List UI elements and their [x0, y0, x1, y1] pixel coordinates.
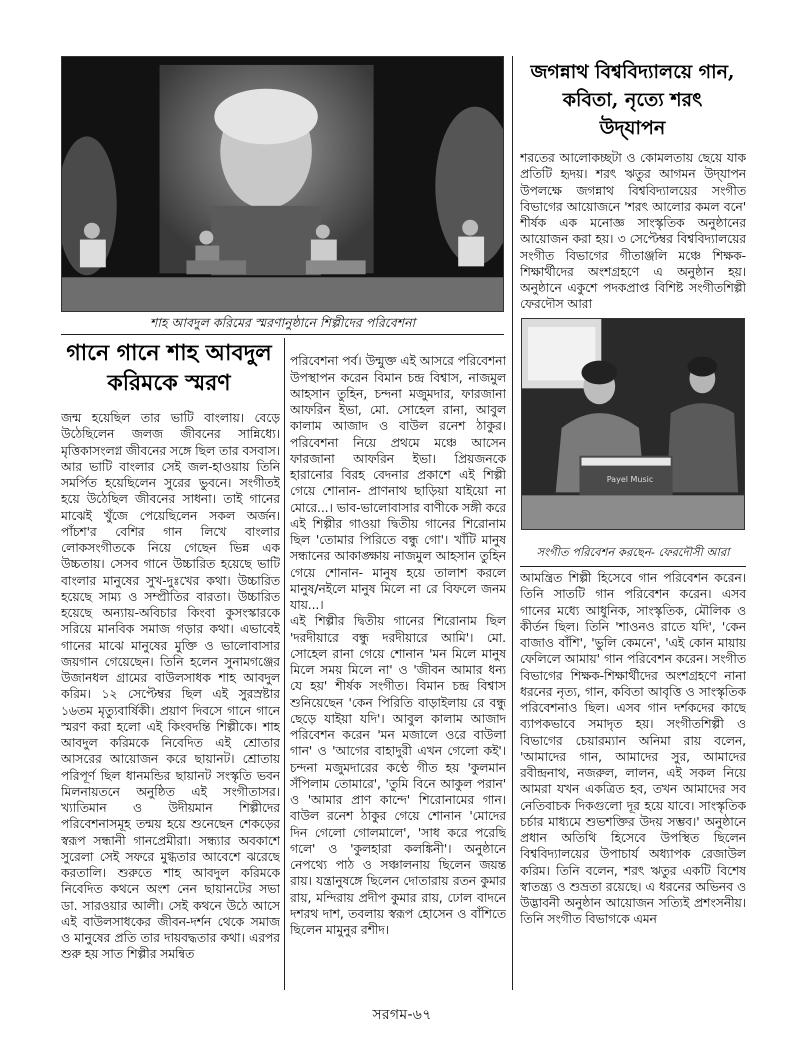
column-divider-2: [512, 56, 513, 990]
right-article-intro: [520, 150, 746, 314]
column-divider-1: [284, 338, 285, 990]
top-photo-caption: শাহ আবদুল করিমের স্মরণানুষ্ঠানে শিল্পীদের পরিবেশনা: [149, 315, 416, 330]
harmonium-label: Payel Music: [606, 475, 654, 484]
left-col1-text: জন্ম হয়েছিল তার ভাটি বাংলায়। বেড়ে উঠেছিলেন জলজ জীবনের সান্নিধ্যে। মৃত্তিকাসংলগ্ন জীবনের সঙ্গে ছিল তার বসবাস। আর ভাটি বাংলার সেই জল-হাওয়ায় তিনি সমর্পিত হয়েছিলেন সুরের ভুবনে। সংগীতই হয়ে উঠেছিল জীবনের সাধনা। তাই গানের মাঝেই খুঁজে পেয়েছিলেন সকল অর্জন। পাঁচশ'র বেশির গান লিখে বাংলার লোকসংগীতকে নিয়ে গেছেন ভিন্ন এক উচ্চতায়। সেসব গানে উচ্চারিত হয়েছে ভাটি বাংলার মানুষের সুখ-দুঃখের কথা। উচ্চারিত হয়েছে সাম্য ও সম্প্রীতির বারতা। উচ্চারিত হয়েছে অন্যায়-অবিচার কিংবা কুসংস্কারকে সরিয়ে মানবিক সমাজ গড়ার কথা। এভাবেই গানের মাঝে মানুষের মুক্তি ও ভালোবাসার জয়গান গেয়েছেন। তিনি হলেন সুনামগঞ্জের উজানধল গ্রামের বাউলসাধক শাহ আবদুল করিম। ১২ সেপ্টেম্বর ছিল এই সুরস্রষ্টার ১৬তম মৃত্যুবার্ষিকী। প্রয়াণ দিবসে গানে গানে স্মরণ করা হলো এই কিংবদন্তি শিল্পীকে। শাহ আবদুল করিমকে নিবেদিত এই শ্রোতার আসরের আয়োজন করে ছায়ানট। শ্রোতায় পরিপূর্ণ ছিল ধানমন্ডির ছায়ানট সংস্কৃতি ভবন মিলনায়তনে অনুষ্ঠিত এই সংগীতাসর। খ্যাতিমান ও উদীয়মান শিল্পীদের পরিবেশনাসমূহ তন্ময় হয়ে শুনেছেন শেকড়ের স্বরূপ সন্ধানী গানপ্রেমীরা। সন্ধ্যার অবকাশে সুরেলা সেই সফরে মুগ্ধতার আবেশে ঝরেছে করতালি। শুরুতে শাহ আবদুল করিমকে নিবেদিত কথনে অংশ নেন ছায়ানটের সভা ডা. সারওয়ার আলী। সেই কথনে উঠে আসে এই বাউলসাধকের জীবন-দর্শন থেকে সমাজ ও মানুষের প্রতি তার দায়বদ্ধতার কথা। এরপর শুরু হয় সাত শিল্পীর সমন্বিত: [61, 411, 280, 962]
right-photo-caption: সংগীত পরিবেশন করছেন- ফেরদৌসী আরা: [536, 545, 730, 559]
left-article-column-1: [61, 410, 280, 990]
left-article-headline: [61, 338, 277, 406]
right-headline-line-1: জগন্নাথ বিশ্ববিদ্যালয়ে গান,: [530, 61, 735, 83]
right-intro-text: শরতের আলোকচ্ছটা ও কোমলতায় ছেয়ে যাক প্রতিটি হৃদয়। শরৎ ঋতুর আগমন উদ্‌যাপন উপলক্ষে জগন্নাথ বিশ্ববিদ্যালয়ের সংগীত বিভাগের আয়োজনে 'শরৎ আলোর কমল বনে' শীর্ষক এক মনোজ্ঞ সাংস্কৃতিক অনুষ্ঠানের আয়োজন করা হয়। ৩ সেপ্টেম্বর বিশ্ববিদ্যালয়ের সংগীত বিভাগের গীতাঞ্জলি মঞ্চে শিক্ষক-শিক্ষার্থীদের অংশগ্রহণে এ অনুষ্ঠান হয়। অনুষ্ঠানে একুশে পদকপ্রাপ্ত বিশিষ্ট সংগীতশিল্পী ফেরদৌস আরা: [520, 151, 746, 312]
right-body-text: আমন্ত্রিত শিল্পী হিসেবে গান পরিবেশন করেন। তিনি সাতটি গান পরিবেশন করেন। এসব গানের মধ্যে আধুনিক, সাংস্কৃতিক, মৌলিক ও কীর্তন ছিল। তিনি 'শাওনও রাতে যদি', 'কেন বাজাও বাঁশি', 'ভুলি কেমনে', 'এই কোন মায়ায় ফেলিলে আমায়' গান পরিবেশন করেন। সংগীত বিভাগের শিক্ষক-শিক্ষার্থীদের অংশগ্রহণে নানা ধরনের নৃত্য, গান, কবিতা আবৃত্তি ও সাংস্কৃতিক পরিবেশনাও ছিল। এসব গান দর্শকদের কাছে ব্যাপকভাবে সমাদৃত হয়। সংগীতশিল্পী ও বিভাগের চেয়ারম্যান অনিমা রায় বলেন, 'আমাদের গান, আমাদের সুর, আমাদের রবীন্দ্রনাথ, নজরুল, লালন, এই সকল নিয়ে আমরা যখন একত্রিত হব, তখন আমাদের সব নেতিবাচক দিকগুলো দূর হয়ে যাবে। সাংস্কৃতিক চর্চার মাধ্যমে শুভশক্তির উদয় সম্ভব।' অনুষ্ঠানে প্রধান অতিথি হিসেবে উপস্থিত ছিলেন বিশ্ববিদ্যালয়ের উপাচার্য অধ্যাপক রেজাউল করিম। তিনি বলেন, শরৎ ঋতুর একটি বিশেষ স্বাতন্ত্র্য ও শুভ্রতা রয়েছে। এ ধরনের অভিনব ও উদ্ভাবনী অনুষ্ঠান আয়োজন সত্যিই প্রশংসনীয়। তিনি সংগীত বিভাগকে এমন: [520, 571, 746, 927]
right-headline-line-2: কবিতা, নৃত্যে শরৎ: [562, 89, 703, 111]
page-number: সরগম-৬৭: [372, 1007, 432, 1023]
singer-harmonium-photo: [521, 318, 745, 530]
caption-divider: [61, 334, 504, 335]
right-caption-divider: [520, 566, 746, 567]
stage-performance-photo: [61, 56, 504, 312]
left-headline-line-1: গানে গানে শাহ আবদুল: [66, 340, 272, 366]
right-article-body: [520, 570, 746, 991]
right-article-headline: [520, 58, 745, 146]
right-headline-line-3: উদ্‌যাপন: [599, 117, 666, 139]
left-headline-line-2: করিমকে স্মরণ: [107, 370, 231, 396]
left-col2-text: পরিবেশনা পর্ব। উন্মুক্ত এই আসরে পরিবেশনা উপস্থাপন করেন বিমান চন্দ্র বিশ্বাস, নাজমুল আহসান তুহিন, চন্দনা মজুমদার, ফারজানা আফরিন ইভা, মো. সোহেল রানা, আবুল কালাম আজাদ ও বাউল রনেশ ঠাকুর। পরিবেশনা নিয়ে প্রথমে মঞ্চে আসেন ফারজানা আফরিন ইভা। প্রিয়জনকে হারানোর বিরহ বেদনার প্রকাশে এই শিল্পী গেয়ে শোনান- প্রাণনাথ ছাড়িয়া যাইয়ো না মোরে...। ভাব-ভালোবাসার বাণীকে সঙ্গী করে এই শিল্পীর গাওয়া দ্বিতীয় গানের শিরোনাম ছিল 'তোমার পিরিতে বন্ধু গো'। খাঁটি মানুষ সন্ধানের আকাঙ্ক্ষায় নাজমুল আহসান তুহিন গেয়ে শোনান- মানুষ হয়ে তালাশ করলে মানুষ/নইলে মানুষ মিলে না রে বিফলে জনম যায়...। এই শিল্পীর দ্বিতীয় গানের শিরোনাম ছিল 'দরদীয়ারে বন্ধু দরদীয়ারে আমি'। মো. সোহেল রানা গেয়ে শোনান 'মন মিলে মানুষ মিলে সময় মিলে না' ও 'জীবন আমার ধন্য যে হয়' শীর্ষক সংগীত। বিমান চন্দ্র বিশ্বাস শুনিয়েছেন 'কেন পিরিতি বাড়াইলায় রে বন্ধু ছেড়ে যাইয়া যদি'। আবুল কালাম আজাদ পরিবেশন করেন 'মন মজালে ওরে বাউলা গান' ও 'আগের বাহাদুরী এখন গেলো কই'। চন্দনা মজুমদারের কণ্ঠে গীত হয় 'কুলমান সঁপিলাম তোমারে', 'তুমি বিনে আকুল পরান' ও 'আমার প্রাণ কান্দে' শিরোনামের গান। বাউল রনেশ ঠাকুর গেয়ে শোনান 'মোদের দিন গেলো গোলমালে', 'সাধ করে পরেছি গলে' ও 'কুলহারা কলঙ্কিনী'। অনুষ্ঠানে নেপথ্যে পাঠ ও সঞ্চালনায় ছিলেন জয়ন্ত রায়। যন্ত্রানুষঙ্গে ছিলেন দোতারায় রতন কুমার রায়, মন্দিরায় প্রদীপ কুমার রায়, ঢোল বাদনে দশরথ দাশ, তবলায় স্বরূপ হোসেন ও বাঁশিতে ছিলেন মামুনুর রশীদ।: [290, 354, 506, 937]
left-article-column-2: [290, 337, 506, 991]
